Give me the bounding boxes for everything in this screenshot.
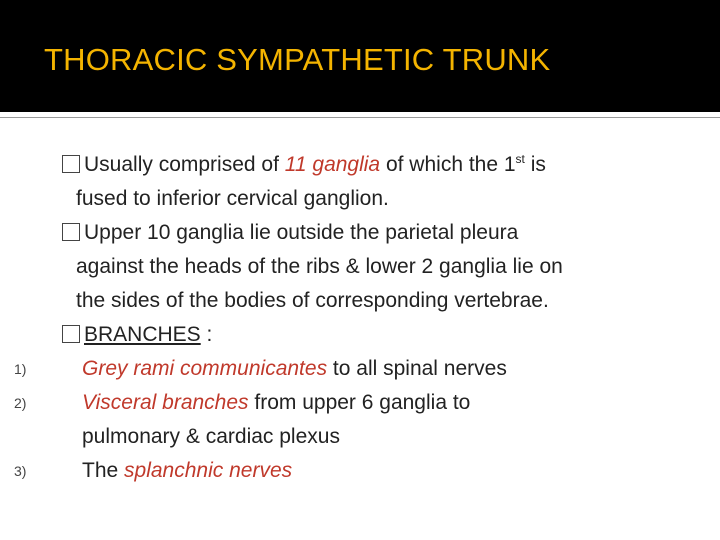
bullet-2-line-2: [0, 250, 720, 284]
bullet-2-line-1: [0, 216, 720, 250]
branch-item-1: [0, 352, 720, 386]
bullet-1-text-a: Usually comprised of: [84, 153, 285, 176]
title-divider: [0, 117, 720, 118]
bullet-2-line-3: [0, 284, 720, 318]
branch-3-prefix: The: [82, 459, 125, 482]
bullet-1-superscript: st: [515, 152, 525, 166]
bullet-1-text-b: of which the 1: [380, 153, 516, 176]
branch-item-3: [0, 454, 720, 488]
branch-1-text: to all spinal nerves: [327, 357, 507, 380]
bullet-1-highlight: 11 ganglia: [284, 153, 381, 176]
bullet-2-text-2: against the heads of the ribs & lower 2 ganglia lie on: [76, 255, 563, 278]
branch-item-2: [0, 386, 720, 420]
branch-number-2: 2): [14, 395, 27, 411]
empty-square-bullet-icon: [62, 155, 80, 173]
branch-3-highlight: splanchnic nerves: [124, 459, 293, 482]
branch-number-3: 3): [14, 463, 27, 479]
slide-content: [0, 148, 720, 488]
empty-square-bullet-icon: [62, 223, 80, 241]
branch-number-1: 1): [14, 361, 27, 377]
bullet-1-text-c: is: [524, 153, 546, 176]
branch-item-2-continuation: [0, 420, 720, 454]
branch-1-highlight: Grey rami communicantes: [82, 357, 328, 380]
branches-suffix: :: [200, 323, 213, 346]
empty-square-bullet-icon: [62, 325, 80, 343]
title-bar: [0, 0, 720, 112]
branch-2-text: from upper 6 ganglia to: [248, 391, 471, 414]
branch-2-continuation: pulmonary & cardiac plexus: [82, 425, 340, 448]
bullet-2-text-3: the sides of the bodies of corresponding vertebrae.: [76, 289, 549, 312]
slide-title: THORACIC SYMPATHETIC TRUNK: [44, 42, 551, 77]
bullet-1-continuation: fused to inferior cervical ganglion.: [76, 187, 389, 210]
bullet-2-text-1: Upper 10 ganglia lie outside the parietal pleura: [84, 221, 519, 244]
bullet-1-line-2: [0, 182, 720, 216]
bullet-3-line: [0, 318, 720, 352]
branch-2-highlight: Visceral branches: [82, 391, 249, 414]
branches-label: BRANCHES: [84, 323, 201, 346]
bullet-1-line-1: [0, 148, 720, 182]
